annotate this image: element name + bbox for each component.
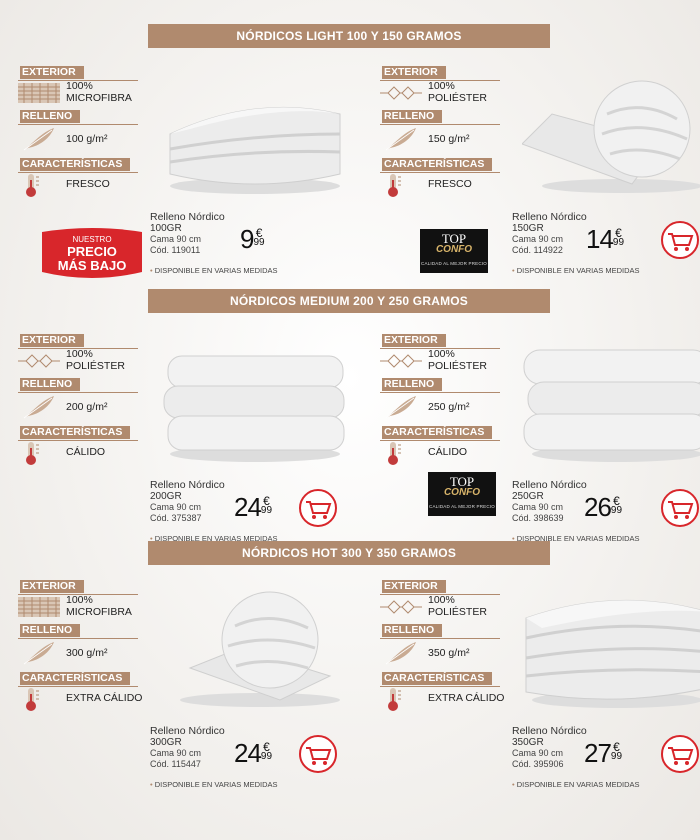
product-code: Cód. 398639 [512, 513, 564, 523]
duvet-folded-image [522, 342, 700, 462]
shopping-cart-icon[interactable] [660, 734, 700, 774]
exterior-percent: 100% [66, 80, 93, 92]
exterior-label: EXTERIOR [382, 580, 446, 593]
availability-note: • DISPONIBLE EN VARIAS MEDIDAS [150, 534, 278, 543]
feather-icon [22, 126, 56, 152]
product-card-350gr[interactable] [380, 580, 700, 808]
thermometer-icon [385, 172, 403, 198]
product-price: 9 € 99 [240, 224, 265, 254]
relleno-label: RELLENO [382, 110, 442, 123]
shopping-cart-icon[interactable] [660, 220, 700, 260]
product-size: Cama 90 cm [512, 748, 564, 758]
relleno-label: RELLENO [382, 624, 442, 637]
exterior-percent: 100% [66, 594, 93, 606]
microfiber-icon [18, 597, 60, 617]
product-size: Cama 90 cm [512, 234, 564, 244]
product-price: 24 € 99 [234, 492, 273, 522]
relleno-value: 100 g/m² [66, 133, 108, 145]
exterior-percent: 100% [428, 80, 455, 92]
duvet-folded-image [522, 588, 700, 708]
exterior-percent: 100% [428, 348, 455, 360]
caracteristica-value: CÁLIDO [428, 446, 468, 458]
badge-line1: NUESTRO [72, 235, 112, 244]
exterior-material: MICROFIBRA [66, 92, 132, 104]
polyester-icon [18, 351, 60, 371]
duvet-rolled-image [522, 74, 700, 194]
caracteristicas-label: CARACTERÍSTICAS [382, 672, 492, 685]
caracteristicas-label: CARACTERÍSTICAS [20, 158, 130, 171]
availability-note: • DISPONIBLE EN VARIAS MEDIDAS [512, 266, 640, 275]
availability-note: • DISPONIBLE EN VARIAS MEDIDAS [150, 266, 278, 275]
product-card-250gr[interactable] [380, 334, 700, 562]
product-size: Cama 90 cm [150, 748, 202, 758]
microfiber-icon [18, 83, 60, 103]
feather-icon [384, 394, 418, 420]
product-size: Cama 90 cm [150, 502, 202, 512]
product-card-150gr[interactable] [380, 66, 700, 294]
product-grade: 100GR [150, 223, 182, 234]
product-code: Cód. 375387 [150, 513, 202, 523]
feather-icon [22, 394, 56, 420]
polyester-icon [380, 597, 422, 617]
product-card-200gr[interactable] [18, 334, 358, 562]
feather-icon [22, 640, 56, 666]
product-code: Cód. 395906 [512, 759, 564, 769]
relleno-value: 350 g/m² [428, 647, 470, 659]
feather-icon [384, 640, 418, 666]
product-code: Cód. 114922 [512, 245, 563, 255]
product-name: Relleno Nórdico [512, 479, 587, 491]
caracteristica-value: CÁLIDO [66, 446, 106, 458]
relleno-label: RELLENO [20, 624, 80, 637]
product-name: Relleno Nórdico [512, 211, 587, 223]
product-price: 26 € 99 [584, 492, 623, 522]
shopping-cart-icon[interactable] [660, 488, 700, 528]
relleno-label: RELLENO [20, 378, 80, 391]
product-price: 14 € 99 [586, 224, 625, 254]
exterior-material: POLIÉSTER [428, 92, 487, 104]
relleno-value: 200 g/m² [66, 401, 108, 413]
caracteristica-value: FRESCO [66, 178, 110, 190]
product-grade: 200GR [150, 491, 182, 502]
product-code: Cód. 115447 [150, 759, 201, 769]
polyester-icon [380, 351, 422, 371]
duvet-folded-image [160, 74, 350, 194]
lowest-price-badge [36, 226, 148, 282]
caracteristicas-label: CARACTERÍSTICAS [382, 426, 492, 439]
product-name: Relleno Nórdico [512, 725, 587, 737]
thermometer-icon [23, 172, 41, 198]
product-grade: 250GR [512, 491, 544, 502]
exterior-label: EXTERIOR [20, 66, 84, 79]
section-title-medium: NÓRDICOS MEDIUM 200 Y 250 GRAMOS [148, 289, 550, 313]
thermometer-icon [385, 440, 403, 466]
relleno-value: 250 g/m² [428, 401, 470, 413]
top-confo-badge: TOP CONFO CALIDAD AL MEJOR PRECIO [428, 472, 496, 516]
caracteristica-value: EXTRA CÁLIDO [428, 692, 505, 704]
product-price: 24 € 99 [234, 738, 273, 768]
exterior-percent: 100% [428, 594, 455, 606]
shopping-cart-icon[interactable] [298, 734, 338, 774]
badge-line3: MÁS BAJO [57, 258, 127, 273]
product-code: Cód. 119011 [150, 245, 201, 255]
top-confo-badge: TOP CONFO CALIDAD AL MEJOR PRECIO [420, 229, 488, 273]
caracteristicas-label: CARACTERÍSTICAS [20, 672, 130, 685]
relleno-label: RELLENO [382, 378, 442, 391]
relleno-value: 150 g/m² [428, 133, 470, 145]
exterior-material: POLIÉSTER [428, 360, 487, 372]
caracteristica-value: FRESCO [428, 178, 472, 190]
exterior-label: EXTERIOR [20, 334, 84, 347]
product-name: Relleno Nórdico [150, 479, 225, 491]
exterior-label: EXTERIOR [382, 334, 446, 347]
thermometer-icon [23, 686, 41, 712]
product-name: Relleno Nórdico [150, 725, 225, 737]
exterior-percent: 100% [66, 348, 93, 360]
section-title-hot: NÓRDICOS HOT 300 Y 350 GRAMOS [148, 541, 550, 565]
caracteristicas-label: CARACTERÍSTICAS [20, 426, 130, 439]
polyester-icon [380, 83, 422, 103]
product-grade: 300GR [150, 737, 182, 748]
section-title-light: NÓRDICOS LIGHT 100 Y 150 GRAMOS [148, 24, 550, 48]
shopping-cart-icon[interactable] [298, 488, 338, 528]
caracteristicas-label: CARACTERÍSTICAS [382, 158, 492, 171]
thermometer-icon [23, 440, 41, 466]
caracteristica-value: EXTRA CÁLIDO [66, 692, 143, 704]
duvet-folded-image [160, 342, 350, 462]
thermometer-icon [385, 686, 403, 712]
badge-line2: PRECIO [67, 244, 117, 259]
product-grade: 150GR [512, 223, 544, 234]
exterior-label: EXTERIOR [20, 580, 84, 593]
product-card-300gr[interactable] [18, 580, 358, 808]
product-grade: 350GR [512, 737, 544, 748]
relleno-value: 300 g/m² [66, 647, 108, 659]
product-size: Cama 90 cm [512, 502, 564, 512]
exterior-label: EXTERIOR [382, 66, 446, 79]
exterior-material: POLIÉSTER [428, 606, 487, 618]
availability-note: • DISPONIBLE EN VARIAS MEDIDAS [150, 780, 278, 789]
relleno-label: RELLENO [20, 110, 80, 123]
duvet-rolled-image [160, 588, 350, 708]
product-name: Relleno Nórdico [150, 211, 225, 223]
availability-note: • DISPONIBLE EN VARIAS MEDIDAS [512, 534, 640, 543]
product-price: 27 € 99 [584, 738, 623, 768]
feather-icon [384, 126, 418, 152]
exterior-material: MICROFIBRA [66, 606, 132, 618]
product-size: Cama 90 cm [150, 234, 202, 244]
product-card-100gr[interactable] [18, 66, 358, 294]
availability-note: • DISPONIBLE EN VARIAS MEDIDAS [512, 780, 640, 789]
exterior-material: POLIÉSTER [66, 360, 125, 372]
